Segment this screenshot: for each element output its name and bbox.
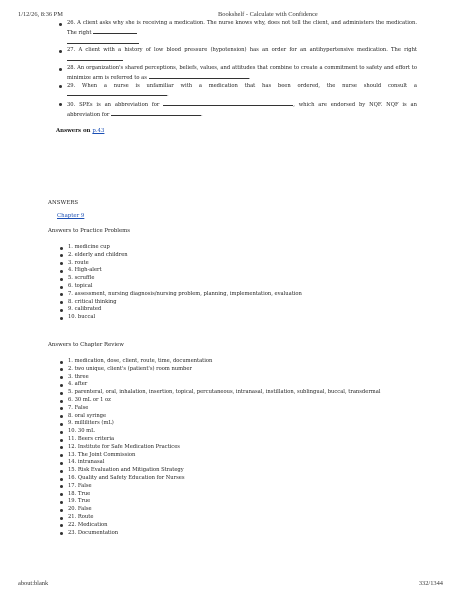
- question-trail: , which are endorsed by NQF. NQF is an abbreviation for: [67, 102, 417, 118]
- print-datetime: 1/12/26, 8:36 PM: [18, 11, 63, 18]
- practice-answers-list: [58, 244, 418, 322]
- answer-blank: [67, 38, 139, 44]
- chapter-link[interactable]: Chapter 9: [57, 213, 85, 219]
- answer-blank: [67, 55, 123, 61]
- list-item: 6. 30 mL or 1 oz: [58, 397, 418, 405]
- list-item: 17. False: [58, 483, 418, 491]
- list-item: 6. topical: [58, 283, 418, 291]
- list-item: 7. False: [58, 405, 418, 413]
- list-item: 4. High-alert: [58, 267, 418, 275]
- list-item: 8. oral syringe: [58, 413, 418, 421]
- list-item: [57, 100, 417, 120]
- question-trail: .: [248, 74, 251, 81]
- print-footer: [18, 580, 443, 589]
- answer-blank: [93, 28, 137, 34]
- question-text: 26. A client asks why she is receiving a medication. The nurse knows why, does not tell the client, and administers the medication. The right: [67, 20, 417, 36]
- list-item: 2. two unique, client's (patient's) room number: [58, 366, 418, 374]
- answer-blank: [111, 110, 201, 116]
- print-page-number: 332/1344: [418, 580, 443, 587]
- list-item: 7. assessment, nursing diagnosis/nursing problem, planning, implementation, evaluation: [58, 291, 418, 299]
- answers-on-line: [56, 128, 104, 134]
- list-item: 21. Route: [58, 514, 418, 522]
- list-item: 4. after: [58, 381, 418, 389]
- list-item: 1. medication, dose, client, route, time, documentation: [58, 358, 418, 366]
- list-item: [57, 65, 417, 83]
- list-item: 8. critical thinking: [58, 299, 418, 307]
- list-item: 5. parenteral, oral, inhalation, insertion, topical, percutaneous, intranasal, instillation, sublingual, buccal, transdermal: [58, 389, 418, 397]
- list-item: 12. Institute for Safe Medication Practices: [58, 444, 418, 452]
- print-title: Bookshelf - Calculate with Confidence: [218, 11, 318, 18]
- list-item: 3. three: [58, 374, 418, 382]
- list-item: 16. Quality and Safety Education for Nurses: [58, 475, 418, 483]
- question-text: 28. An organization's shared perceptions, beliefs, values, and attitudes that combine to create a commitment to safety and effort to minimize arm is referred to as: [67, 64, 417, 81]
- practice-answers-label: Answers to Practice Problems: [48, 228, 131, 234]
- list-item: 10. 30 mL: [58, 428, 418, 436]
- list-item: 23. Documentation: [58, 530, 418, 538]
- list-item: 15. Risk Evaluation and Mitigation Strategy: [58, 467, 418, 475]
- list-item: 9. calibrated: [58, 306, 418, 314]
- list-item: 14. intranasal: [58, 459, 418, 467]
- print-url: about:blank: [18, 580, 49, 587]
- list-item: 13. The Joint Commission: [58, 452, 418, 460]
- question-trail: .: [167, 92, 169, 99]
- list-item: 2. elderly and children: [58, 252, 418, 260]
- question-text: 27. A client with a history of low blood pressure (hypotension) has an order for an antihypertensive medication. The right: [67, 47, 417, 54]
- review-question-list: [57, 20, 417, 120]
- list-item: 10. buccal: [58, 314, 418, 322]
- list-item: 1. medicine cup: [58, 244, 418, 252]
- question-trail: .: [201, 111, 203, 118]
- list-item: 5. scruffle: [58, 275, 418, 283]
- review-answers-label: Answers to Chapter Review: [48, 342, 124, 348]
- answer-blank: [67, 90, 169, 99]
- list-item: 3. route: [58, 260, 418, 268]
- list-item: 18. True: [58, 491, 418, 499]
- list-item: [57, 83, 417, 101]
- list-item: 22. Medication: [58, 522, 418, 530]
- list-item: [57, 47, 417, 65]
- list-item: 11. Beers criteria: [58, 436, 418, 444]
- answer-blank: [149, 73, 249, 79]
- answer-blank: [163, 100, 293, 106]
- answers-on-label: Answers on: [56, 128, 91, 134]
- answers-heading: ANSWERS: [48, 200, 79, 206]
- list-item: 20. False: [58, 506, 418, 514]
- answers-page-link[interactable]: p.43: [92, 128, 105, 134]
- question-text: 29. When a nurse is unfamiliar with a medication that has been ordered, the nurse should consult a: [67, 82, 417, 89]
- chapter-review-answers-list: [58, 358, 418, 537]
- list-item: 9. milliliters (mL): [58, 420, 418, 428]
- list-item: 19. True: [58, 498, 418, 506]
- list-item: [57, 20, 417, 47]
- question-text: 30. SPEs is an abbreviation for: [67, 102, 160, 109]
